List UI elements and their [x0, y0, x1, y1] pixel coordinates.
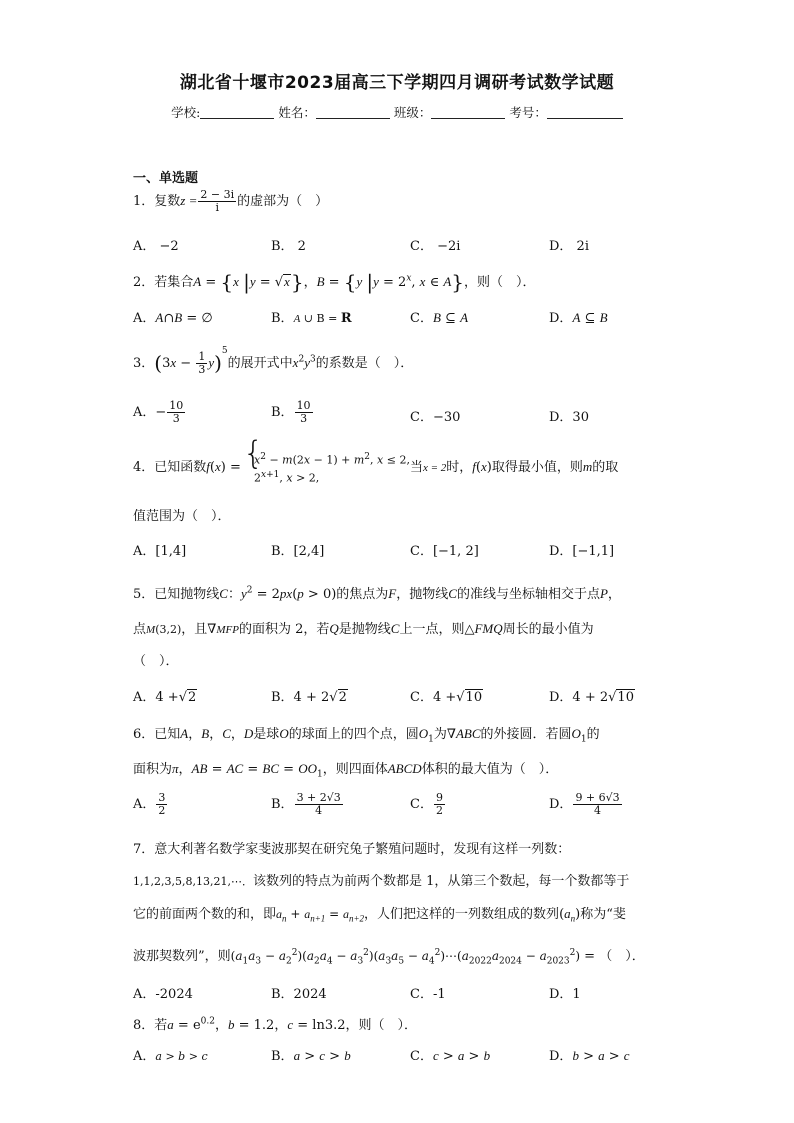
q3-option-b[interactable]: B． $\frac{10}{3}$	[271, 399, 311, 425]
number-label: 考号：	[509, 105, 547, 120]
q7-line-3: 它的前面两个数的和，即$a_n + a_{n+1} = a_{n+2}$，人们把这样的一列数组成的数列$(a_n)$称为“斐	[133, 906, 626, 924]
number-blank[interactable]	[547, 106, 623, 119]
name-label: 姓名：	[278, 105, 316, 120]
q8-option-c[interactable]: C．c > a > b	[410, 1048, 491, 1064]
q8-option-a[interactable]: A．a > b > c	[133, 1049, 208, 1064]
q1-option-b[interactable]: B． 2	[271, 239, 306, 254]
q2-stem: 2．若集合	[133, 275, 194, 290]
q1-var: z =	[180, 193, 198, 208]
q5-option-c[interactable]: C．4 +√10	[410, 690, 483, 705]
student-info-line	[0, 103, 794, 121]
name-blank[interactable]	[316, 106, 390, 119]
q4-option-c[interactable]: C．[−1, 2]	[410, 544, 479, 559]
q5-option-b[interactable]: B．4 + 2√2	[271, 690, 347, 705]
exam-title: 湖北省十堰市2023届高三下学期四月调研考试数学试题	[179, 73, 615, 93]
question-2: 2．若集合A = {x |y = √x}，B = {y $|y = 2^x$, x ∈ A}，则（ ）．	[133, 270, 536, 294]
q4-option-b[interactable]: B．[2,4]	[271, 544, 325, 559]
q8-option-d[interactable]: D．b > a > c	[549, 1048, 630, 1064]
q7-option-d[interactable]: D．1	[549, 987, 581, 1002]
q1-stem: 1．复数	[133, 194, 181, 209]
q4-option-d[interactable]: D．[−1,1]	[549, 544, 615, 559]
question-4: 4．已知函数f(x) = { $x^2 - m(2x - 1) + m^2$, x ≤ 2, $2^{x+1}$, x > 2, 当x = 2时，f(x)取得最小值，则m的取	[133, 450, 618, 485]
class-blank[interactable]	[431, 106, 505, 119]
question-1	[133, 189, 328, 214]
school-blank[interactable]	[200, 106, 274, 119]
question-5: 5．已知抛物线C：$y^2 = 2px(p > 0)$的焦点为F，抛物线C的准线与坐标轴相交于点P，	[133, 585, 621, 602]
q6-option-b[interactable]: B． $\frac{3 + 2√3}{4}$	[271, 791, 341, 817]
q5-line-2: 点M(3,2)，且∇MFP的面积为 2，若Q是抛物线C上一点，则△FMQ周长的最小值为	[133, 621, 594, 637]
q2-option-a[interactable]: A．A∩B = ∅	[133, 310, 213, 326]
q5-line-3: （ ）．	[133, 654, 179, 669]
q3-option-a[interactable]: A．− $\frac{10}{3}$	[133, 399, 184, 425]
q3-option-c[interactable]: C．−30	[410, 410, 461, 425]
q1-tail: 的虚部为（ ）	[237, 194, 329, 209]
q2-option-b[interactable]: B．A ∪ B = R	[271, 311, 352, 326]
q1-fraction: $\frac{2 - 3i}{i}$	[200, 188, 235, 214]
q7-option-b[interactable]: B．2024	[271, 987, 327, 1002]
q6-option-d[interactable]: D． $\frac{9 + 6√3}{4}$	[549, 791, 620, 817]
q6-option-a[interactable]: A． $\frac{3}{2}$	[133, 791, 166, 817]
question-8: 8．若$a = e^{0.2}$，b = 1.2，c = ln3.2，则（ ）．	[133, 1016, 418, 1033]
q2-option-c[interactable]: C．B ⊆ A	[410, 310, 469, 326]
q7-option-c[interactable]: C．-1	[410, 987, 446, 1002]
q3-tail: 的系数是（ ）．	[315, 356, 414, 371]
q5-option-d[interactable]: D．4 + 2√10	[549, 690, 634, 705]
q1-option-a[interactable]: A． −2	[133, 239, 179, 254]
class-label: 班级：	[393, 105, 432, 120]
q7-line-4: 波那契数列”，则$(a_1a_3 - a_2^2)(a_2a_4 - a_3^2)(a_3a_5$ − $a_4^2)\cdots(a_{2022}a_{2024} - a_{2023}^2)$ = （ ）．	[133, 948, 645, 967]
q1-option-d[interactable]: D． 2i	[549, 239, 589, 254]
q7-line-2: 1,1,2,3,5,8,13,21,⋯．该数列的特点为前两个数都是 1，从第三个数起，每一个数都等于	[133, 874, 630, 889]
question-7: 7．意大利著名数学家斐波那契在研究兔子繁殖问题时，发现有这样一列数：	[133, 842, 571, 857]
section-heading: 一、单选题	[133, 171, 199, 186]
q1-option-c[interactable]: C． −2i	[410, 239, 461, 254]
q2-tail: ，则（ ）．	[464, 275, 536, 290]
q8-option-b[interactable]: B．a > c > b	[271, 1048, 351, 1064]
q3-option-d[interactable]: D．30	[549, 410, 589, 425]
school-label: 学校:	[171, 105, 201, 120]
q5-option-a[interactable]: A．4 +√2	[133, 690, 197, 705]
question-3: 3．(3x − $\frac{1}{3}$ y)$^5$的展开式中$x^2y^3$的系数是（ ）．	[133, 346, 414, 376]
question-6: 6．已知A，B，C，D是球O的球面上的四个点，圆$O_1$为∇ABC的外接圆．若圆$O_1$的	[133, 726, 600, 745]
q3-stem: 的展开式中	[227, 356, 293, 371]
q6-option-c[interactable]: C． $\frac{9}{2}$	[410, 791, 443, 817]
q4-piecewise: { $x^2 - m(2x - 1) + m^2$, x ≤ 2, $2^{x+1}$, x > 2,	[245, 450, 410, 485]
q2-option-d[interactable]: D．A ⊆ B	[549, 310, 608, 326]
q7-option-a[interactable]: A．-2024	[133, 987, 193, 1002]
q4-line-2: 值范围为（ ）．	[133, 509, 231, 524]
q4-stem: 4．已知函数	[133, 460, 207, 476]
q6-line-2: 面积为π，AB = AC = BC = $OO_1$，则四面体ABCD体积的最大值为（ ）．	[133, 761, 559, 780]
q4-option-a[interactable]: A．[1,4]	[133, 544, 187, 559]
